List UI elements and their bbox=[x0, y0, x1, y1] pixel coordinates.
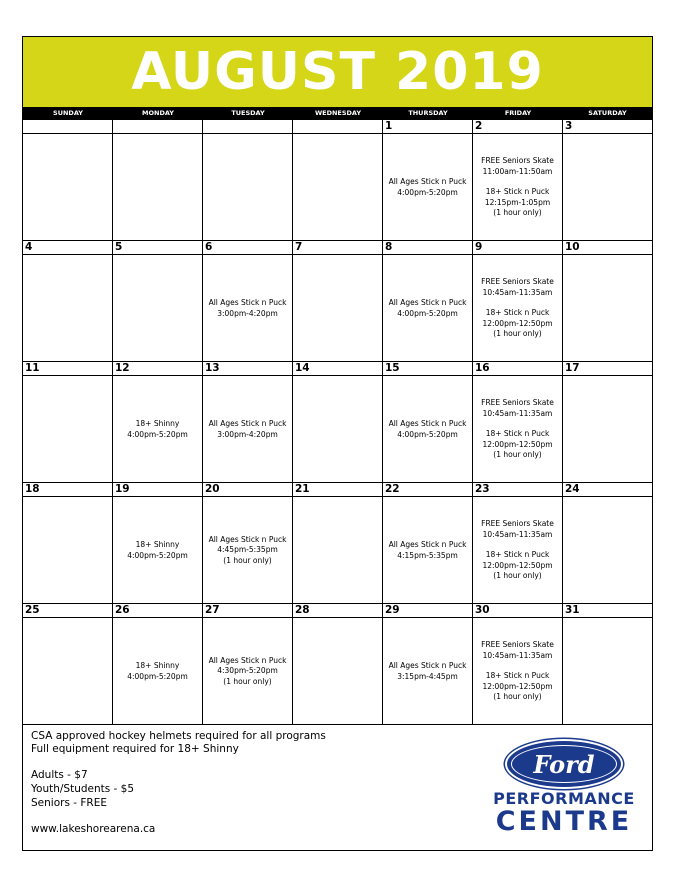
day-events bbox=[23, 255, 112, 362]
event-line: All Ages Stick n Puck bbox=[388, 298, 467, 307]
weekday-thursday: THURSDAY bbox=[408, 109, 448, 117]
day-events bbox=[563, 134, 652, 241]
day-cell bbox=[383, 362, 473, 483]
day-events bbox=[473, 134, 562, 241]
day-events bbox=[563, 255, 652, 362]
event-line: All Ages Stick n Puck bbox=[388, 540, 467, 549]
day-number: 13 bbox=[203, 362, 293, 376]
calendar-page bbox=[22, 36, 653, 851]
day-cell bbox=[473, 241, 563, 362]
day-events bbox=[563, 497, 652, 604]
day-cell bbox=[293, 362, 383, 483]
day-events bbox=[473, 497, 562, 604]
day-number: 3 bbox=[563, 120, 653, 134]
day-cell bbox=[113, 483, 203, 604]
day-events bbox=[113, 376, 202, 483]
event-line: 10:45am-11:35am bbox=[482, 650, 553, 660]
event-line: 11:00am-11:50am bbox=[482, 166, 553, 176]
event-line: 3:00pm-4:20pm bbox=[217, 308, 278, 318]
day-events bbox=[473, 618, 562, 725]
day-number: 1 bbox=[383, 120, 473, 134]
event-line: 4:00pm-5:20pm bbox=[127, 671, 188, 681]
day-cell bbox=[203, 241, 293, 362]
calendar-grid bbox=[23, 120, 652, 725]
month-banner bbox=[23, 37, 652, 107]
ford-wordmark: Ford bbox=[533, 749, 595, 779]
day-number: 11 bbox=[23, 362, 113, 376]
event-line: 18+ Stick n Puck bbox=[485, 308, 550, 318]
day-number: 6 bbox=[203, 241, 293, 255]
event-line: 12:00pm-12:50pm bbox=[482, 439, 553, 449]
day-number bbox=[203, 120, 293, 134]
equipment-note: Full equipment required for 18+ Shinny bbox=[31, 743, 239, 755]
event-line: (1 hour only) bbox=[223, 555, 272, 565]
event-line: FREE Seniors Skate bbox=[481, 398, 554, 408]
day-cell bbox=[113, 120, 203, 241]
day-cell bbox=[23, 120, 113, 241]
event-line: 18+ Shinny bbox=[135, 540, 180, 549]
event-line: (1 hour only) bbox=[493, 208, 542, 218]
event-line: (1 hour only) bbox=[493, 692, 542, 702]
weekday-saturday: SATURDAY bbox=[588, 109, 627, 117]
day-events bbox=[473, 255, 562, 362]
event-line: 18+ Stick n Puck bbox=[485, 550, 550, 560]
day-events bbox=[203, 618, 292, 725]
event-line: (1 hour only) bbox=[493, 571, 542, 581]
day-number: 27 bbox=[203, 604, 293, 618]
price-youth: Youth/Students - $5 bbox=[31, 783, 135, 795]
day-number: 16 bbox=[473, 362, 563, 376]
day-number: 7 bbox=[293, 241, 383, 255]
event-line: 4:15pm-5:35pm bbox=[397, 550, 458, 560]
event-line: 3:00pm-4:20pm bbox=[217, 429, 278, 439]
weekday-friday: FRIDAY bbox=[504, 109, 532, 117]
day-number: 28 bbox=[293, 604, 383, 618]
website-link[interactable]: www.lakeshorearena.ca bbox=[31, 823, 156, 835]
day-events bbox=[23, 497, 112, 604]
day-cell bbox=[563, 483, 652, 604]
day-cell bbox=[23, 483, 113, 604]
day-number: 29 bbox=[383, 604, 473, 618]
event-line: 18+ Shinny bbox=[135, 661, 180, 670]
helmet-note: CSA approved hockey helmets required for all programs bbox=[31, 730, 326, 742]
day-number bbox=[23, 120, 113, 134]
day-events bbox=[293, 134, 382, 241]
day-events bbox=[383, 376, 472, 483]
event-line: All Ages Stick n Puck bbox=[208, 534, 287, 544]
day-events bbox=[23, 618, 112, 725]
weekday-tuesday: TUESDAY bbox=[231, 109, 265, 117]
day-number: 22 bbox=[383, 483, 473, 497]
day-events bbox=[383, 134, 472, 241]
day-number: 18 bbox=[23, 483, 113, 497]
event-line: FREE Seniors Skate bbox=[481, 640, 554, 650]
day-events bbox=[563, 618, 652, 725]
day-events bbox=[473, 376, 562, 483]
day-cell bbox=[473, 604, 563, 725]
event-line: (1 hour only) bbox=[223, 676, 272, 686]
day-events bbox=[563, 376, 652, 483]
day-number: 12 bbox=[113, 362, 203, 376]
event-line: All Ages Stick n Puck bbox=[208, 298, 287, 307]
month-title: AUGUST 2019 bbox=[131, 42, 544, 102]
event-line: 10:45am-11:35am bbox=[482, 287, 553, 297]
event-line: 4:30pm-5:20pm bbox=[217, 666, 278, 676]
day-events bbox=[113, 134, 202, 241]
day-events bbox=[383, 618, 472, 725]
event-line: 4:00pm-5:20pm bbox=[397, 308, 458, 318]
day-number: 15 bbox=[383, 362, 473, 376]
price-seniors: Seniors - FREE bbox=[31, 797, 107, 809]
info-footer bbox=[23, 725, 652, 851]
event-line: 18+ Shinny bbox=[135, 419, 180, 428]
day-cell bbox=[23, 604, 113, 725]
day-cell bbox=[473, 362, 563, 483]
day-cell bbox=[23, 362, 113, 483]
ford-performance-centre-logo bbox=[493, 739, 635, 837]
weekday-header bbox=[23, 107, 652, 120]
day-number: 31 bbox=[563, 604, 653, 618]
day-number: 5 bbox=[113, 241, 203, 255]
day-cell bbox=[473, 483, 563, 604]
event-line: All Ages Stick n Puck bbox=[388, 419, 467, 428]
day-cell bbox=[293, 241, 383, 362]
event-line: All Ages Stick n Puck bbox=[388, 177, 467, 186]
event-line: FREE Seniors Skate bbox=[481, 277, 554, 287]
event-line: (1 hour only) bbox=[493, 450, 542, 460]
day-number: 14 bbox=[293, 362, 383, 376]
day-number: 21 bbox=[293, 483, 383, 497]
day-cell bbox=[563, 604, 652, 725]
day-events bbox=[383, 255, 472, 362]
event-line: 18+ Stick n Puck bbox=[485, 187, 550, 197]
price-adults: Adults - $7 bbox=[31, 769, 88, 781]
day-cell bbox=[293, 120, 383, 241]
event-line: 10:45am-11:35am bbox=[482, 529, 553, 539]
day-events bbox=[23, 134, 112, 241]
day-events bbox=[203, 497, 292, 604]
day-number: 23 bbox=[473, 483, 563, 497]
event-line: 4:45pm-5:35pm bbox=[217, 545, 278, 555]
event-line: 12:00pm-12:50pm bbox=[482, 318, 553, 328]
day-cell bbox=[293, 604, 383, 725]
event-line: 18+ Stick n Puck bbox=[485, 671, 550, 681]
day-number: 30 bbox=[473, 604, 563, 618]
event-line: All Ages Stick n Puck bbox=[388, 661, 467, 670]
day-events bbox=[203, 376, 292, 483]
day-cell bbox=[113, 241, 203, 362]
event-line: All Ages Stick n Puck bbox=[208, 419, 287, 428]
day-cell bbox=[113, 362, 203, 483]
day-events bbox=[383, 497, 472, 604]
event-line: FREE Seniors Skate bbox=[481, 156, 554, 166]
event-line: 10:45am-11:35am bbox=[482, 408, 553, 418]
weekday-wednesday: WEDNESDAY bbox=[314, 109, 362, 117]
event-line: 12:00pm-12:50pm bbox=[482, 560, 553, 570]
day-cell bbox=[473, 120, 563, 241]
event-line: FREE Seniors Skate bbox=[481, 519, 554, 529]
day-cell bbox=[383, 604, 473, 725]
day-cell bbox=[293, 483, 383, 604]
day-number: 2 bbox=[473, 120, 563, 134]
event-line: 12:00pm-12:50pm bbox=[482, 681, 553, 691]
logo-line-centre: CENTRE bbox=[495, 806, 633, 837]
event-line: All Ages Stick n Puck bbox=[208, 655, 287, 665]
event-line: 4:00pm-5:20pm bbox=[397, 429, 458, 439]
day-cell bbox=[563, 120, 652, 241]
weekday-sunday: SUNDAY bbox=[53, 109, 83, 117]
day-cell bbox=[203, 362, 293, 483]
day-number: 8 bbox=[383, 241, 473, 255]
event-line: 3:15pm-4:45pm bbox=[397, 671, 458, 681]
day-cell bbox=[203, 604, 293, 725]
day-events bbox=[113, 497, 202, 604]
day-number bbox=[113, 120, 203, 134]
day-number: 17 bbox=[563, 362, 653, 376]
day-number: 4 bbox=[23, 241, 113, 255]
day-events bbox=[113, 618, 202, 725]
day-events bbox=[293, 376, 382, 483]
day-number: 24 bbox=[563, 483, 653, 497]
day-number bbox=[293, 120, 383, 134]
logo-line-performance: PERFORMANCE bbox=[493, 789, 635, 808]
day-events bbox=[293, 497, 382, 604]
day-cell bbox=[23, 241, 113, 362]
day-cell bbox=[383, 120, 473, 241]
day-number: 20 bbox=[203, 483, 293, 497]
day-number: 9 bbox=[473, 241, 563, 255]
event-line: 18+ Stick n Puck bbox=[485, 429, 550, 439]
day-events bbox=[293, 255, 382, 362]
event-line: 12:15pm-1:05pm bbox=[484, 197, 551, 207]
event-line: 4:00pm-5:20pm bbox=[127, 550, 188, 560]
day-events bbox=[113, 255, 202, 362]
weekday-monday: MONDAY bbox=[142, 109, 174, 117]
day-number: 10 bbox=[563, 241, 653, 255]
day-events bbox=[293, 618, 382, 725]
event-line: (1 hour only) bbox=[493, 329, 542, 339]
day-cell bbox=[203, 483, 293, 604]
day-cell bbox=[383, 241, 473, 362]
day-number: 25 bbox=[23, 604, 113, 618]
day-cell bbox=[563, 241, 652, 362]
event-line: 4:00pm-5:20pm bbox=[127, 429, 188, 439]
day-cell bbox=[383, 483, 473, 604]
day-cell bbox=[113, 604, 203, 725]
day-events bbox=[203, 255, 292, 362]
day-cell bbox=[203, 120, 293, 241]
ford-oval-icon bbox=[505, 739, 623, 789]
day-events bbox=[203, 134, 292, 241]
day-cell bbox=[563, 362, 652, 483]
event-line: 4:00pm-5:20pm bbox=[397, 187, 458, 197]
day-events bbox=[23, 376, 112, 483]
day-number: 19 bbox=[113, 483, 203, 497]
day-number: 26 bbox=[113, 604, 203, 618]
